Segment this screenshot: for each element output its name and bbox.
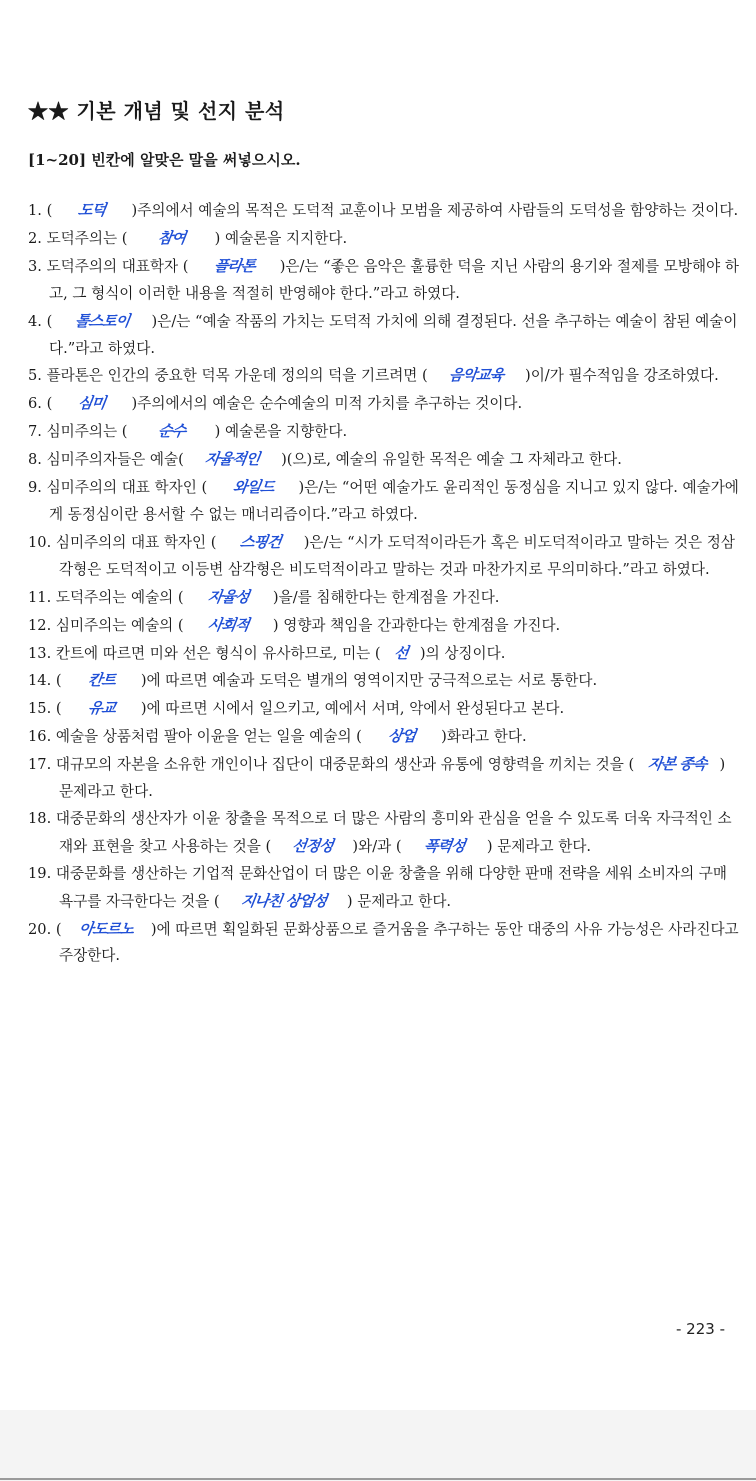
question-item: 14. ( 칸트 )에 따르면 예술과 도덕은 별개의 영역이지만 궁극적으로는 서로 통한다. xyxy=(28,667,740,695)
handwritten-answer: 스핑건 xyxy=(238,532,282,551)
question-item: 20. ( 아도르노 )에 따르면 획일화된 문화상품으로 즐거움을 추구하는 동안 대중의 사유 가능성은 사라진다고 주장한다. xyxy=(28,916,740,971)
handwritten-answer: 순수 xyxy=(156,422,186,441)
handwritten-answer: 심미 xyxy=(77,394,107,413)
handwritten-answer: 도덕 xyxy=(77,201,107,219)
section-title: ★★ 기본 개념 및 선지 분석 xyxy=(28,99,285,123)
handwritten-answer: 선 xyxy=(392,643,409,662)
handwritten-answer: 상업 xyxy=(386,727,417,746)
question-item: 4. ( 톨스토이 )은/는 “예술 작품의 가치는 도덕적 가치에 의해 결정된다. 선을 추구하는 예술이 참된 예술이다.”라고 하였다. xyxy=(28,308,740,363)
question-item: 15. ( 유교 )에 따르면 시에서 일으키고, 예에서 서며, 악에서 완성된다고 본다. xyxy=(28,695,740,723)
handwritten-answer: 플라톤 xyxy=(212,256,256,275)
handwritten-answer: 사회적 xyxy=(206,615,250,634)
question-item: 12. 심미주의는 예술의 ( 사회적 ) 영향과 책임을 간과한다는 한계점을 가진다. xyxy=(28,612,740,640)
handwritten-answer: 아도르노 xyxy=(78,919,135,938)
question-item: 9. 심미주의의 대표 학자인 ( 와일드 )은/는 “어떤 예술가도 윤리적인 동정심을 지니고 있지 않다. 예술가에게 동정심이란 용서할 수 없는 매너리즘이다.”라고 하였다. xyxy=(28,474,740,529)
question-item: 16. 예술을 상품처럼 팔아 이윤을 얻는 일을 예술의 ( 상업 )화라고 한다. xyxy=(28,723,740,751)
handwritten-answer: 자율적인 xyxy=(204,450,261,469)
handwritten-answer: 자본 종속 xyxy=(646,755,708,774)
handwritten-answer: 유교 xyxy=(86,699,117,718)
question-item: 6. ( 심미 )주의에서의 예술은 순수예술의 미적 가치를 추구하는 것이다. xyxy=(28,390,740,418)
question-item: 17. 대규모의 자본을 소유한 개인이나 집단이 대중문화의 생산과 유통에 영향력을 끼치는 것을 ( 자본 종속 ) 문제라고 한다. xyxy=(28,751,740,806)
handwritten-answer: 칸트 xyxy=(86,671,117,690)
question-item: 7. 심미주의는 ( 순수 ) 예술론을 지향한다. xyxy=(28,418,740,446)
handwritten-answer: 선정성 xyxy=(290,836,334,855)
handwritten-answer: 지나친 상업성 xyxy=(239,891,328,910)
page-number: - 223 - xyxy=(676,1320,725,1338)
instruction-text: [1~20] 빈칸에 알맞은 말을 써넣으시오. xyxy=(28,151,301,169)
question-item: 19. 대중문화를 생산하는 기업적 문화산업이 더 많은 이윤 창출을 위해 다양한 판매 전략을 세워 소비자의 구매 욕구를 자극한다는 것을 ( 지나친 상업성 ) 문제라고 한다. xyxy=(28,861,740,916)
handwritten-answer: 참여 xyxy=(156,228,186,247)
handwritten-answer: 와일드 xyxy=(231,478,275,497)
question-item: 3. 도덕주의의 대표학자 ( 플라톤 )은/는 “좋은 음악은 훌륭한 덕을 지닌 사람의 용기와 절제를 모방해야 하고, 그 형식이 이러한 내용을 적절히 반영해야 한다.”라고 하였다. xyxy=(28,253,740,308)
handwritten-answer: 자율성 xyxy=(206,587,250,606)
question-item: 13. 칸트에 따르면 미와 선은 형식이 유사하므로, 미는 ( 선 )의 상징이다. xyxy=(28,640,740,668)
divider xyxy=(0,1478,756,1480)
question-item: 10. 심미주의의 대표 학자인 ( 스핑건 )은/는 “시가 도덕적이라든가 혹은 비도덕적이라고 말하는 것은 정삼각형은 도덕적이고 이등변 삼각형은 비도덕적이라고 말하는 것과 마찬가지로 무의미하다.”라고 하였다. xyxy=(28,529,740,584)
question-item: 11. 도덕주의는 예술의 ( 자율성 )을/를 침해한다는 한계점을 가진다. xyxy=(28,584,740,612)
bottom-band xyxy=(0,1410,756,1481)
question-item: 1. ( 도덕 )주의에서 예술의 목적은 도덕적 교훈이나 모범을 제공하여 사람들의 도덕성을 함양하는 것이다. xyxy=(28,197,740,225)
handwritten-answer: 음악교육 xyxy=(448,366,505,385)
handwritten-answer: 톨스토이 xyxy=(73,311,131,330)
question-item: 5. 플라톤은 인간의 중요한 덕목 가운데 정의의 덕을 기르려면 ( 음악교육 )이/가 필수적임을 강조하였다. xyxy=(28,362,740,390)
handwritten-answer: 폭력성 xyxy=(422,836,466,855)
question-item: 2. 도덕주의는 ( 참여 ) 예술론을 지지한다. xyxy=(28,225,740,253)
question-item: 18. 대중문화의 생산자가 이윤 창출을 목적으로 더 많은 사람의 흥미와 관심을 얻을 수 있도록 더욱 자극적인 소재와 표현을 찾고 사용하는 것을 ( 선정성 )와/과 ( 폭력성 ) 문제라고 한다. xyxy=(28,806,740,861)
question-list xyxy=(28,197,740,970)
question-item: 8. 심미주의자들은 예술( 자율적인 )(으)로, 예술의 유일한 목적은 예술 그 자체라고 한다. xyxy=(28,446,740,474)
